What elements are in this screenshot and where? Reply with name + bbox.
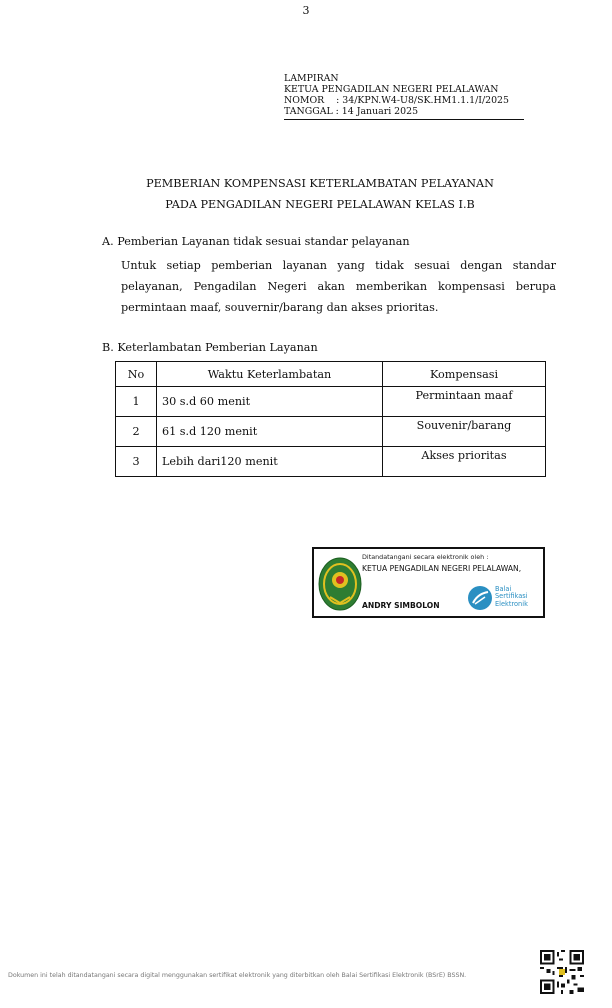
row-compensation: Permintaan maaf bbox=[383, 387, 546, 417]
attachment-header bbox=[284, 73, 524, 117]
table-row bbox=[116, 447, 546, 477]
header-line-number: NOMOR : 34/KPN.W4-U8/SK.HM1.1.1/I/2025 bbox=[284, 95, 509, 106]
signature-caption: Ditandatangani secara elektronik oleh : bbox=[362, 553, 489, 561]
bsre-icon bbox=[467, 585, 493, 611]
section-a-paragraph: Untuk setiap pemberian layanan yang tidak sesuai dengan standar pelayanan, Pengadilan Negeri akan memberikan kompensasi berupa permintaan maaf, souvernir/barang dan akses prioritas. bbox=[121, 259, 556, 314]
header-underline bbox=[284, 119, 524, 120]
table-header-row bbox=[116, 362, 546, 387]
bsre-logo bbox=[467, 585, 541, 613]
header-delay-time: Waktu Keterlambatan bbox=[157, 362, 383, 387]
document-title bbox=[0, 173, 612, 215]
signer-title: KETUA PENGADILAN NEGERI PELALAWAN, bbox=[362, 564, 522, 573]
page-number: 3 bbox=[302, 4, 310, 17]
table-row bbox=[116, 417, 546, 447]
header-compensation: Kompensasi bbox=[383, 362, 546, 387]
row-delay-time: 30 s.d 60 menit bbox=[157, 387, 383, 417]
row-compensation: Souvenir/barang bbox=[383, 417, 546, 447]
header-line-office: KETUA PENGADILAN NEGERI PELALAWAN bbox=[284, 84, 499, 95]
section-a-heading: A. Pemberian Layanan tidak sesuai standar pelayanan bbox=[102, 235, 410, 248]
footer-note: Dokumen ini telah ditandatangani secara digital menggunakan sertifikat elektronik yang diterbitkan oleh Balai Sertifikasi Elektronik (BSrE) BSSN. bbox=[8, 972, 467, 979]
signer-name: ANDRY SIMBOLON bbox=[362, 601, 440, 610]
qr-code-icon bbox=[540, 950, 584, 994]
compensation-table bbox=[115, 361, 546, 477]
row-compensation: Akses prioritas bbox=[383, 447, 546, 477]
header-no: No bbox=[116, 362, 157, 387]
row-number: 2 bbox=[116, 417, 157, 447]
court-emblem-icon bbox=[318, 553, 362, 611]
section-b-heading: B. Keterlambatan Pemberian Layanan bbox=[102, 341, 318, 354]
row-delay-time: 61 s.d 120 menit bbox=[157, 417, 383, 447]
row-delay-time: Lebih dari120 menit bbox=[157, 447, 383, 477]
title-line-1: PEMBERIAN KOMPENSASI KETERLAMBATAN PELAYANAN bbox=[146, 177, 494, 190]
header-line-lampiran: LAMPIRAN bbox=[284, 73, 339, 84]
title-line-2: PADA PENGADILAN NEGERI PELALAWAN KELAS I.B bbox=[165, 198, 475, 211]
row-number: 3 bbox=[116, 447, 157, 477]
table-row bbox=[116, 387, 546, 417]
electronic-signature-box bbox=[312, 547, 545, 618]
row-number: 1 bbox=[116, 387, 157, 417]
bsre-label: Balai Sertifikasi Elektronik bbox=[495, 585, 528, 608]
header-line-date: TANGGAL : 14 Januari 2025 bbox=[284, 106, 419, 117]
